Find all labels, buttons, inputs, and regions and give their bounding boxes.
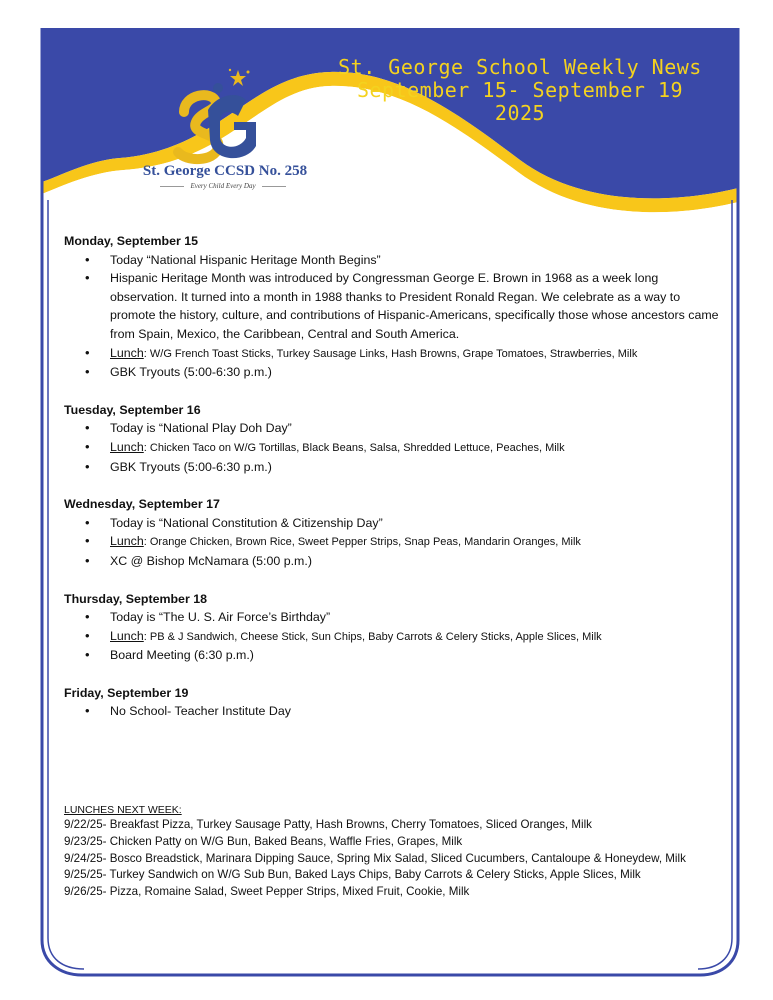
district-tagline: Every Child Every Day [148,182,298,190]
lunch-item [64,627,724,647]
day-heading: Thursday, September 18 [64,591,207,606]
day-heading: Tuesday, September 16 [64,402,201,417]
list-item: • Board Meeting (6:30 p.m.) [64,646,724,665]
day-friday [64,684,724,721]
lunch-label: Lunch [110,439,144,454]
title-line: September 15- September 19 [356,78,684,102]
list-item: • Today is “The U. S. Air Force’s Birthday” [64,608,724,627]
district-name: St. George CCSD No. 258 [142,163,308,179]
lunch-label: Lunch [110,345,144,360]
list-item: • No School- Teacher Institute Day [64,702,724,721]
day-monday [64,232,724,382]
lunches-heading: LUNCHES NEXT WEEK: [64,804,182,816]
lunch-line: 9/24/25- Bosco Breadstick, Marinara Dipping Sauce, Spring Mix Salad, Sliced Cucumbers, Cantaloupe & Honeydew, Milk [64,851,686,865]
lunch-menu: : Orange Chicken, Brown Rice, Sweet Pepper Strips, Snap Peas, Mandarin Oranges, Milk [143,536,581,549]
list-item: • XC @ Bishop McNamara (5:00 p.m.) [64,552,724,571]
lunch-item [64,344,724,364]
newsletter-title [330,56,710,125]
lunch-menu: : PB & J Sandwich, Cheese Stick, Sun Chips, Baby Carrots & Celery Sticks, Apple Slices, Milk [143,630,602,643]
lunch-line: 9/22/25- Breakfast Pizza, Turkey Sausage Patty, Hash Browns, Cherry Tomatoes, Sliced Oranges, Milk [64,818,592,831]
lunches-next-week [64,803,724,901]
lunch-item [64,532,724,552]
lunch-label: Lunch [110,534,144,549]
title-line: 2025 [494,101,546,125]
lunch-line: 9/23/25- Chicken Patty on W/G Bun, Baked Beans, Waffle Fries, Grapes, Milk [64,834,463,848]
star-icon [230,70,246,86]
day-wednesday [64,495,724,570]
day-thursday [64,590,724,665]
list-item: • GBK Tryouts (5:00-6:30 p.m.) [64,458,724,477]
lunch-line: 9/26/25- Pizza, Romaine Salad, Sweet Pepper Strips, Mixed Fruit, Cookie, Milk [64,885,470,899]
lunch-line: 9/25/25- Turkey Sandwich on W/G Sub Bun, Baked Lays Chips, Baby Carrots & Celery Sticks, Apple Slices, Milk [64,868,641,882]
day-tuesday [64,401,724,476]
list-item: • Today is “National Constitution & Citizenship Day” [64,514,724,533]
title-line: St. George School Weekly News [338,55,702,79]
lunch-menu: : W/G French Toast Sticks, Turkey Sausage Links, Hash Browns, Grape Tomatoes, Strawberries, Milk [143,347,638,360]
day-heading: Friday, September 19 [64,685,189,700]
list-item: • GBK Tryouts (5:00-6:30 p.m.) [64,363,724,382]
list-item: • Hispanic Heritage Month was introduced by Congressman George E. Brown in 1968 as a week long observation. It turned into a month in 1988 thanks to President Ronald Regan. We celebrate as a way to promote the history, culture, and contributions of Hispanic-Americans, specifically those whose ancestors came from Spain, Mexico, the Caribbean, Central and South America. [64,269,724,343]
lunch-item [64,438,724,458]
day-heading: Wednesday, September 17 [64,497,220,512]
list-item: • Today “National Hispanic Heritage Month Begins” [64,251,724,270]
lunch-label: Lunch [110,628,144,643]
lunch-menu: : Chicken Taco on W/G Tortillas, Black Beans, Salsa, Shredded Lettuce, Peaches, Milk [143,441,565,454]
day-heading: Monday, September 15 [64,234,199,248]
list-item: • Today is “National Play Doh Day” [64,419,724,438]
weekly-schedule [64,232,724,740]
